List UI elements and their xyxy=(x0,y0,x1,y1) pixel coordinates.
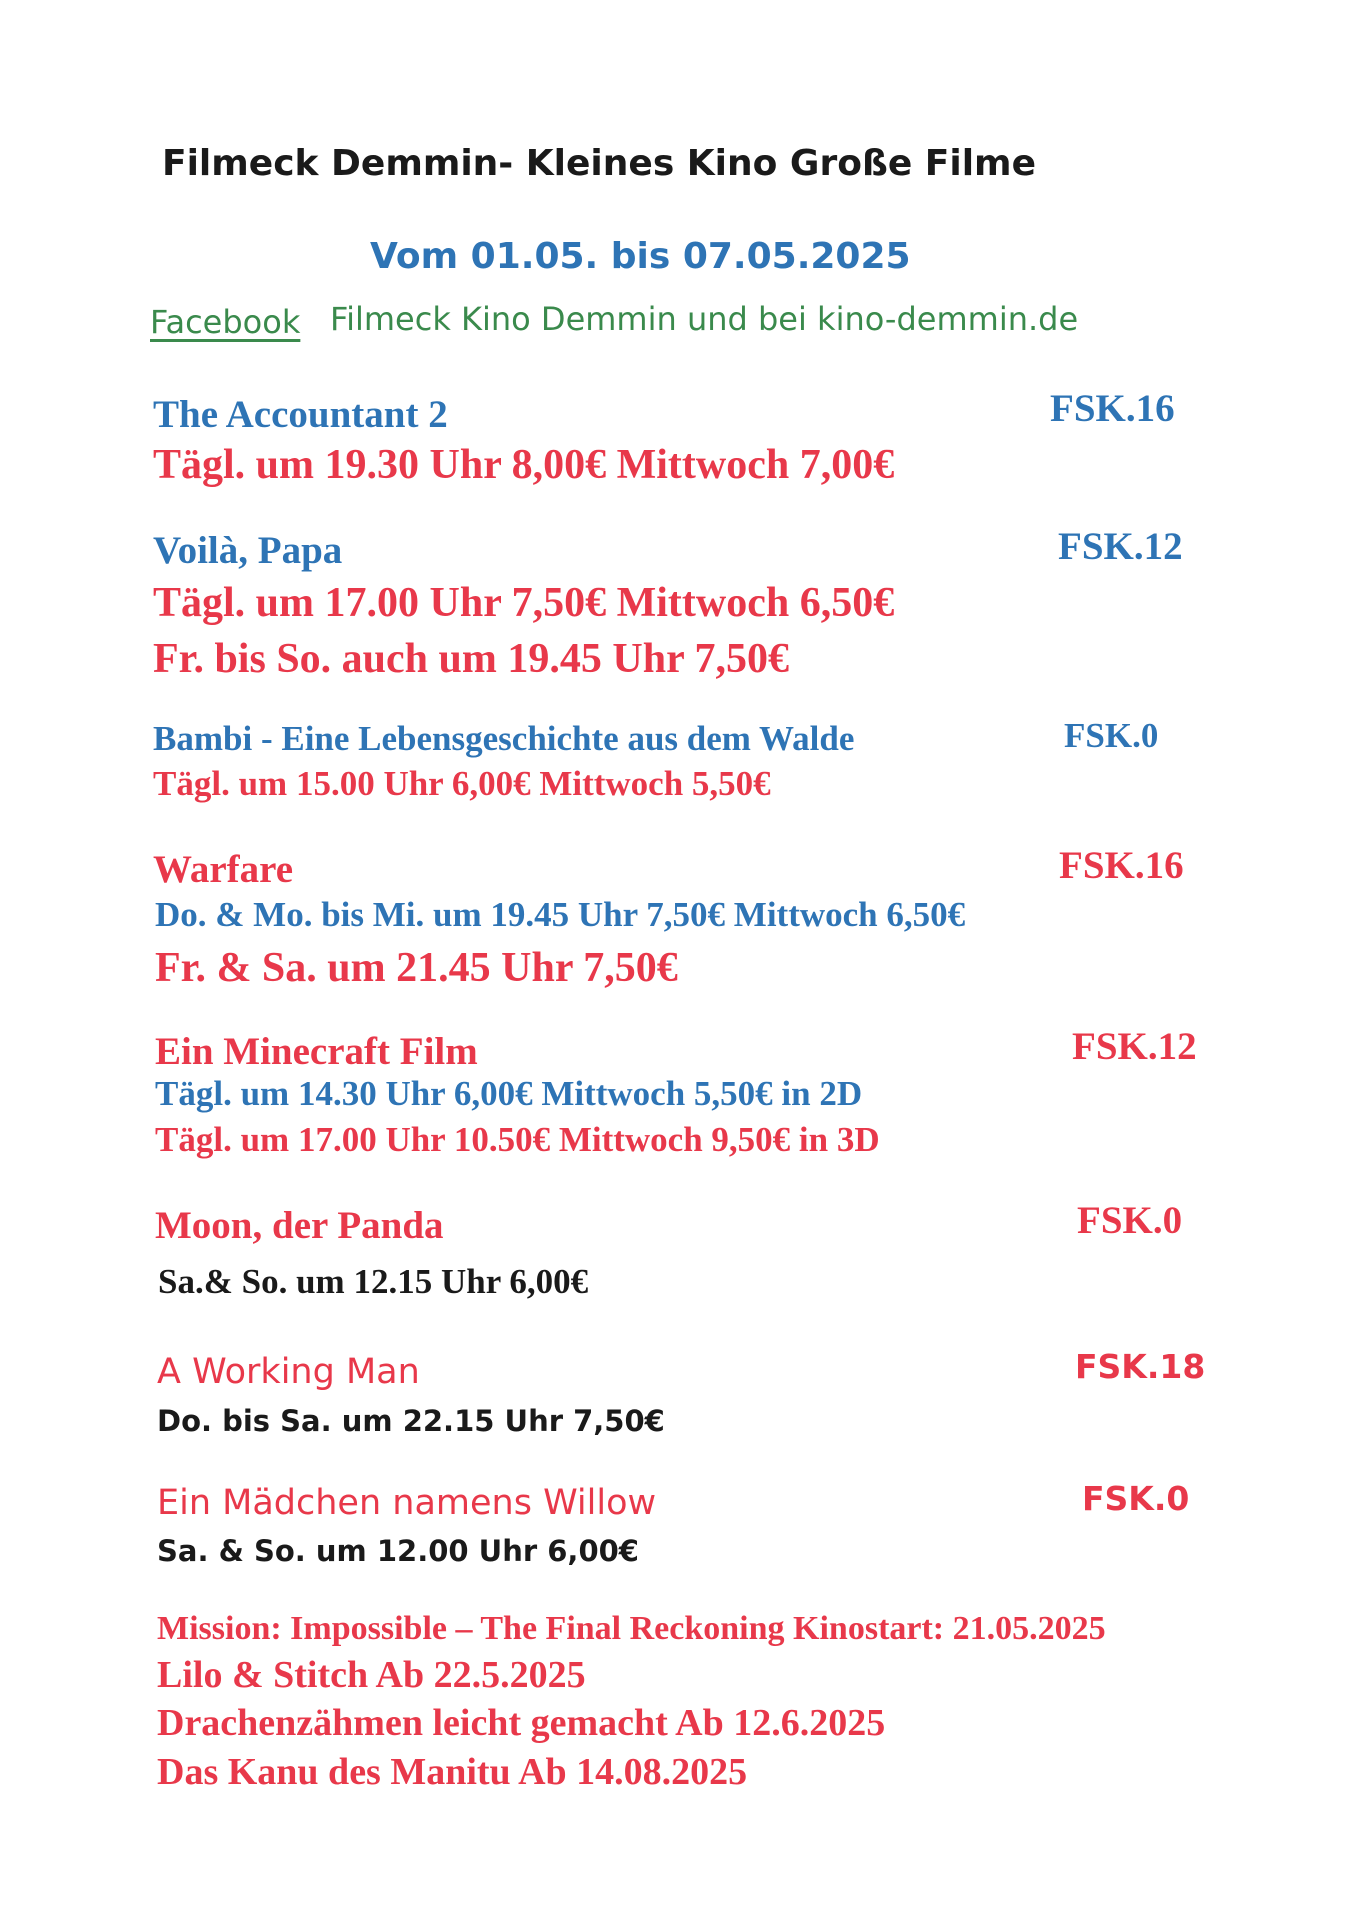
showtime-line: Tägl. um 17.00 Uhr 10.50€ Mittwoch 9,50€ in 3D xyxy=(155,1120,880,1159)
contact-info: Filmeck Kino Demmin und bei kino-demmin.de xyxy=(330,300,1079,338)
fsk-rating: FSK.0 xyxy=(1064,716,1159,755)
film-title: Voilà, Papa xyxy=(153,529,343,572)
showtime-line: Tägl. um 19.30 Uhr 8,00€ Mittwoch 7,00€ xyxy=(153,442,895,488)
showtime-line: Fr. bis So. auch um 19.45 Uhr 7,50€ xyxy=(153,636,789,682)
showtime-line: Fr. & Sa. um 21.45 Uhr 7,50€ xyxy=(155,945,678,991)
fsk-rating: FSK.18 xyxy=(1075,1347,1206,1386)
film-title: Ein Mädchen namens Willow xyxy=(157,1483,657,1523)
film-title: Ein Minecraft Film xyxy=(155,1030,478,1073)
film-title: Bambi - Eine Lebensgeschichte aus dem Walde xyxy=(153,719,855,758)
film-title: The Accountant 2 xyxy=(153,393,448,436)
showtime-line: Sa.& So. um 12.15 Uhr 6,00€ xyxy=(158,1262,589,1301)
fsk-rating: FSK.0 xyxy=(1077,1199,1183,1242)
film-title: Moon, der Panda xyxy=(155,1204,444,1247)
showtime-line: Tägl. um 14.30 Uhr 6,00€ Mittwoch 5,50€ in 2D xyxy=(155,1074,863,1113)
coming-soon-item: Lilo & Stitch Ab 22.5.2025 xyxy=(157,1654,586,1696)
fsk-rating: FSK.12 xyxy=(1072,1025,1197,1068)
coming-soon-item: Mission: Impossible – The Final Reckoning Kinostart: 21.05.2025 xyxy=(157,1610,1106,1647)
film-title: A Working Man xyxy=(157,1352,420,1392)
fsk-rating: FSK.0 xyxy=(1082,1479,1190,1518)
showtime-line: Do. bis Sa. um 22.15 Uhr 7,50€ xyxy=(157,1404,665,1438)
date-range: Vom 01.05. bis 07.05.2025 xyxy=(370,236,911,277)
showtime-line: Sa. & So. um 12.00 Uhr 6,00€ xyxy=(157,1534,639,1568)
showtime-line: Do. & Mo. bis Mi. um 19.45 Uhr 7,50€ Mittwoch 6,50€ xyxy=(155,895,966,934)
coming-soon-item: Das Kanu des Manitu Ab 14.08.2025 xyxy=(157,1751,748,1793)
film-title: Warfare xyxy=(153,848,294,891)
showtime-line: Tägl. um 15.00 Uhr 6,00€ Mittwoch 5,50€ xyxy=(153,764,771,803)
fsk-rating: FSK.12 xyxy=(1058,525,1183,568)
facebook-link[interactable]: Facebook xyxy=(150,303,301,341)
fsk-rating: FSK.16 xyxy=(1059,844,1184,887)
page-title: Filmeck Demmin- Kleines Kino Große Filme xyxy=(162,143,1036,184)
showtime-line: Tägl. um 17.00 Uhr 7,50€ Mittwoch 6,50€ xyxy=(153,580,895,626)
coming-soon-item: Drachenzähmen leicht gemacht Ab 12.6.2025 xyxy=(157,1702,886,1744)
fsk-rating: FSK.16 xyxy=(1050,387,1175,430)
